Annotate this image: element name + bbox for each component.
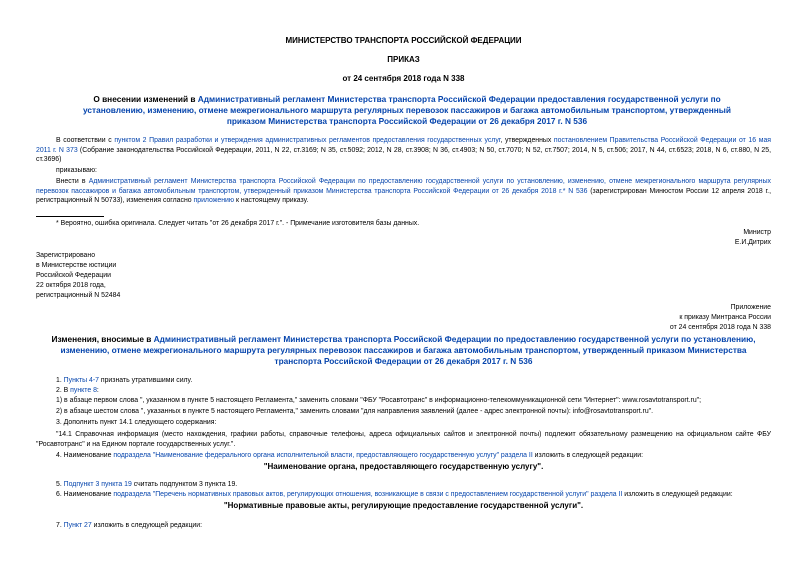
item-2 bbox=[36, 386, 771, 396]
changes-title-regulation-link[interactable]: Административный регламент Министерства транспорта Российской Федерации по предоставлению государственной услуги по установлению, изменению, отмене межрегионального маршрута регулярных перевозок пассажиров и багажа автомобильным транспортом, утвержденный приказом Министерства транспорта Российской Федерации от 26 декабря 2017 г. N 536 bbox=[60, 334, 756, 367]
item-6-quote: "Нормативные правовые акты, регулирующие предоставление государственной услуги". bbox=[223, 501, 584, 510]
registration-line: Российской Федерации bbox=[36, 272, 111, 279]
registration-block bbox=[36, 251, 236, 301]
item-2-number: 2. В bbox=[56, 387, 71, 394]
changes-title bbox=[36, 334, 771, 368]
signature-position: Министр bbox=[743, 229, 771, 236]
main-text-3: к настоящему приказу. bbox=[234, 197, 309, 205]
item-4 bbox=[36, 451, 771, 461]
preamble-text-1: В соответствии с bbox=[56, 137, 115, 144]
item-1 bbox=[36, 376, 771, 386]
preamble-text-3: (Собрание законодательства Российской Федерации, 2011, N 22, ст.3169; N 35, ст.5092; 2012, N 28, ст.3908; N 36, ст.4903; N 50, ст.7070; N 52, ст.7507; 2014, N 5, ст.506; 2017, N 44, ст.6523; 2018, N 6, ст.880, N 25, ст.3696) bbox=[36, 146, 772, 164]
document-title bbox=[72, 94, 742, 128]
order-header: ПРИКАЗ bbox=[387, 55, 420, 64]
title-regulation-link[interactable]: Административный регламент Министерства транспорта Российской Федерации предоставления государственной услуги по установлению, изменению, отмене межрегионального маршрута регулярных перевозок пассажиров и багажа автомобильным транспортом, утвержденный приказом Министерства транспорта Российской Федерации от 26 декабря 2017 г. N 536 bbox=[83, 94, 731, 127]
registration-line: регистрационный N 52484 bbox=[36, 292, 121, 299]
appendix-label: Приложение bbox=[730, 304, 771, 311]
registration-line: 22 октября 2018 года, bbox=[36, 282, 106, 289]
order-word: приказываю: bbox=[56, 167, 97, 174]
main-text-2: (зарегистрирован Минюстом России 12 апреля 2018 г., регистрационный N 50733), изменения согласно bbox=[36, 187, 772, 205]
main-regulation-link[interactable]: Административный регламент Министерства транспорта Российской Федерации по предоставлению государственной услуги по установлению, изменению, отмене межрегионального маршрута регулярных перевозок пассажиров и багажа автомобильным транспортом, утвержденный приказом Министерства транспорта Российской Федерации от 26 декабря 2018 г.* N 536 bbox=[36, 178, 771, 195]
registration-line: Зарегистрировано bbox=[36, 252, 96, 259]
item-7-link[interactable]: Пункт 27 bbox=[63, 522, 92, 529]
item-6-link[interactable]: подраздела "Перечень нормативных правовых актов, регулирующих отношения, возникающие в связи с предоставлением государственной услуги" раздела II bbox=[113, 491, 623, 498]
main-text-1: Внести в bbox=[56, 178, 89, 185]
item-3: 3. Дополнить пункт 14.1 следующего содержания: bbox=[56, 419, 217, 426]
item-1-number: 1. bbox=[56, 377, 64, 384]
main-paragraph bbox=[36, 177, 771, 206]
item-5-number: 5. bbox=[56, 481, 64, 488]
footnote-divider bbox=[36, 216, 104, 217]
appendix-block bbox=[560, 303, 771, 333]
appendix-date: от 24 сентября 2018 года N 338 bbox=[669, 324, 771, 331]
item-2-sub-2: 2) в абзаце шестом слова ", указанных в пункте 5 настоящего Регламента," заменить словами "для направления заявлений (далее - адрес электронной почты): info@rosavtotransport.ru". bbox=[56, 408, 654, 415]
item-1-text: признать утратившими силу. bbox=[98, 377, 193, 384]
item-7 bbox=[36, 521, 771, 531]
registration-line: в Министерстве юстиции bbox=[36, 262, 117, 269]
title-prefix: О внесении изменений в bbox=[93, 94, 198, 104]
item-4-text-2: изложить в следующей редакции: bbox=[532, 452, 644, 459]
item-2-text: : bbox=[96, 387, 99, 394]
item-4-text-1: 4. Наименование bbox=[56, 452, 114, 459]
item-4-link[interactable]: подраздела "Наименование федерального органа исполнительной власти, предоставляющего государственную услугу" раздела II bbox=[113, 452, 533, 459]
item-3-quote: "14.1 Справочная информация (место нахождения, графики работы, справочные телефоны, адреса официальных сайтов и электронной почты) подлежит обязательному размещению на официальном сайте ФБУ "Росавтотранс" и на Едином портале государственных услуг.". bbox=[36, 431, 771, 448]
item-7-number: 7. bbox=[56, 522, 64, 529]
item-1-link[interactable]: Пункты 4-7 bbox=[63, 377, 99, 384]
preamble-resolution-link[interactable]: постановлением Правительства Российской Федерации от 16 мая 2011 г. N 373 bbox=[36, 137, 772, 154]
item-4-quote: "Наименование органа, предоставляющего государственную услугу". bbox=[263, 462, 544, 471]
footnote: * Вероятно, ошибка оригинала. Следует читать "от 26 декабря 2017 г.". - Примечание изготовителя базы данных. bbox=[56, 220, 420, 227]
preamble-text-2: , утвержденных bbox=[500, 137, 554, 144]
preamble-rules-link[interactable]: пунктом 2 Правил разработки и утверждения административных регламентов предоставления государственных услуг bbox=[114, 137, 501, 144]
signature-block bbox=[560, 228, 771, 248]
main-appendix-link[interactable]: приложению bbox=[193, 197, 235, 205]
item-2-sub-1: 1) в абзаце первом слова ", указанном в пункте 5 настоящего Регламента," заменить словами "ФБУ "Росавтотранс" в информационно-телекоммуникационной сети "Интернет": www.rosavtotransport.ru"; bbox=[56, 397, 702, 404]
item-5-link[interactable]: Подпункт 3 пункта 19 bbox=[63, 481, 132, 488]
item-2-link[interactable]: пункте 8 bbox=[70, 387, 97, 394]
changes-title-prefix: Изменения, вносимые в bbox=[51, 334, 154, 344]
signature-name: Е.И.Дитрих bbox=[734, 239, 771, 246]
appendix-to: к приказу Минтранса России bbox=[679, 314, 771, 321]
item-5-text: считать подпунктом 3 пункта 19. bbox=[131, 481, 238, 488]
order-date: от 24 сентября 2018 года N 338 bbox=[342, 74, 465, 83]
item-6-text-1: 6. Наименование bbox=[56, 491, 114, 498]
ministry-header: МИНИСТЕРСТВО ТРАНСПОРТА РОССИЙСКОЙ ФЕДЕРАЦИИ bbox=[285, 36, 522, 45]
item-6-text-2: изложить в следующей редакции: bbox=[622, 491, 733, 498]
item-7-text: изложить в следующей редакции: bbox=[91, 522, 203, 529]
preamble-paragraph bbox=[36, 136, 771, 165]
item-5 bbox=[36, 480, 771, 490]
item-6 bbox=[36, 490, 771, 500]
